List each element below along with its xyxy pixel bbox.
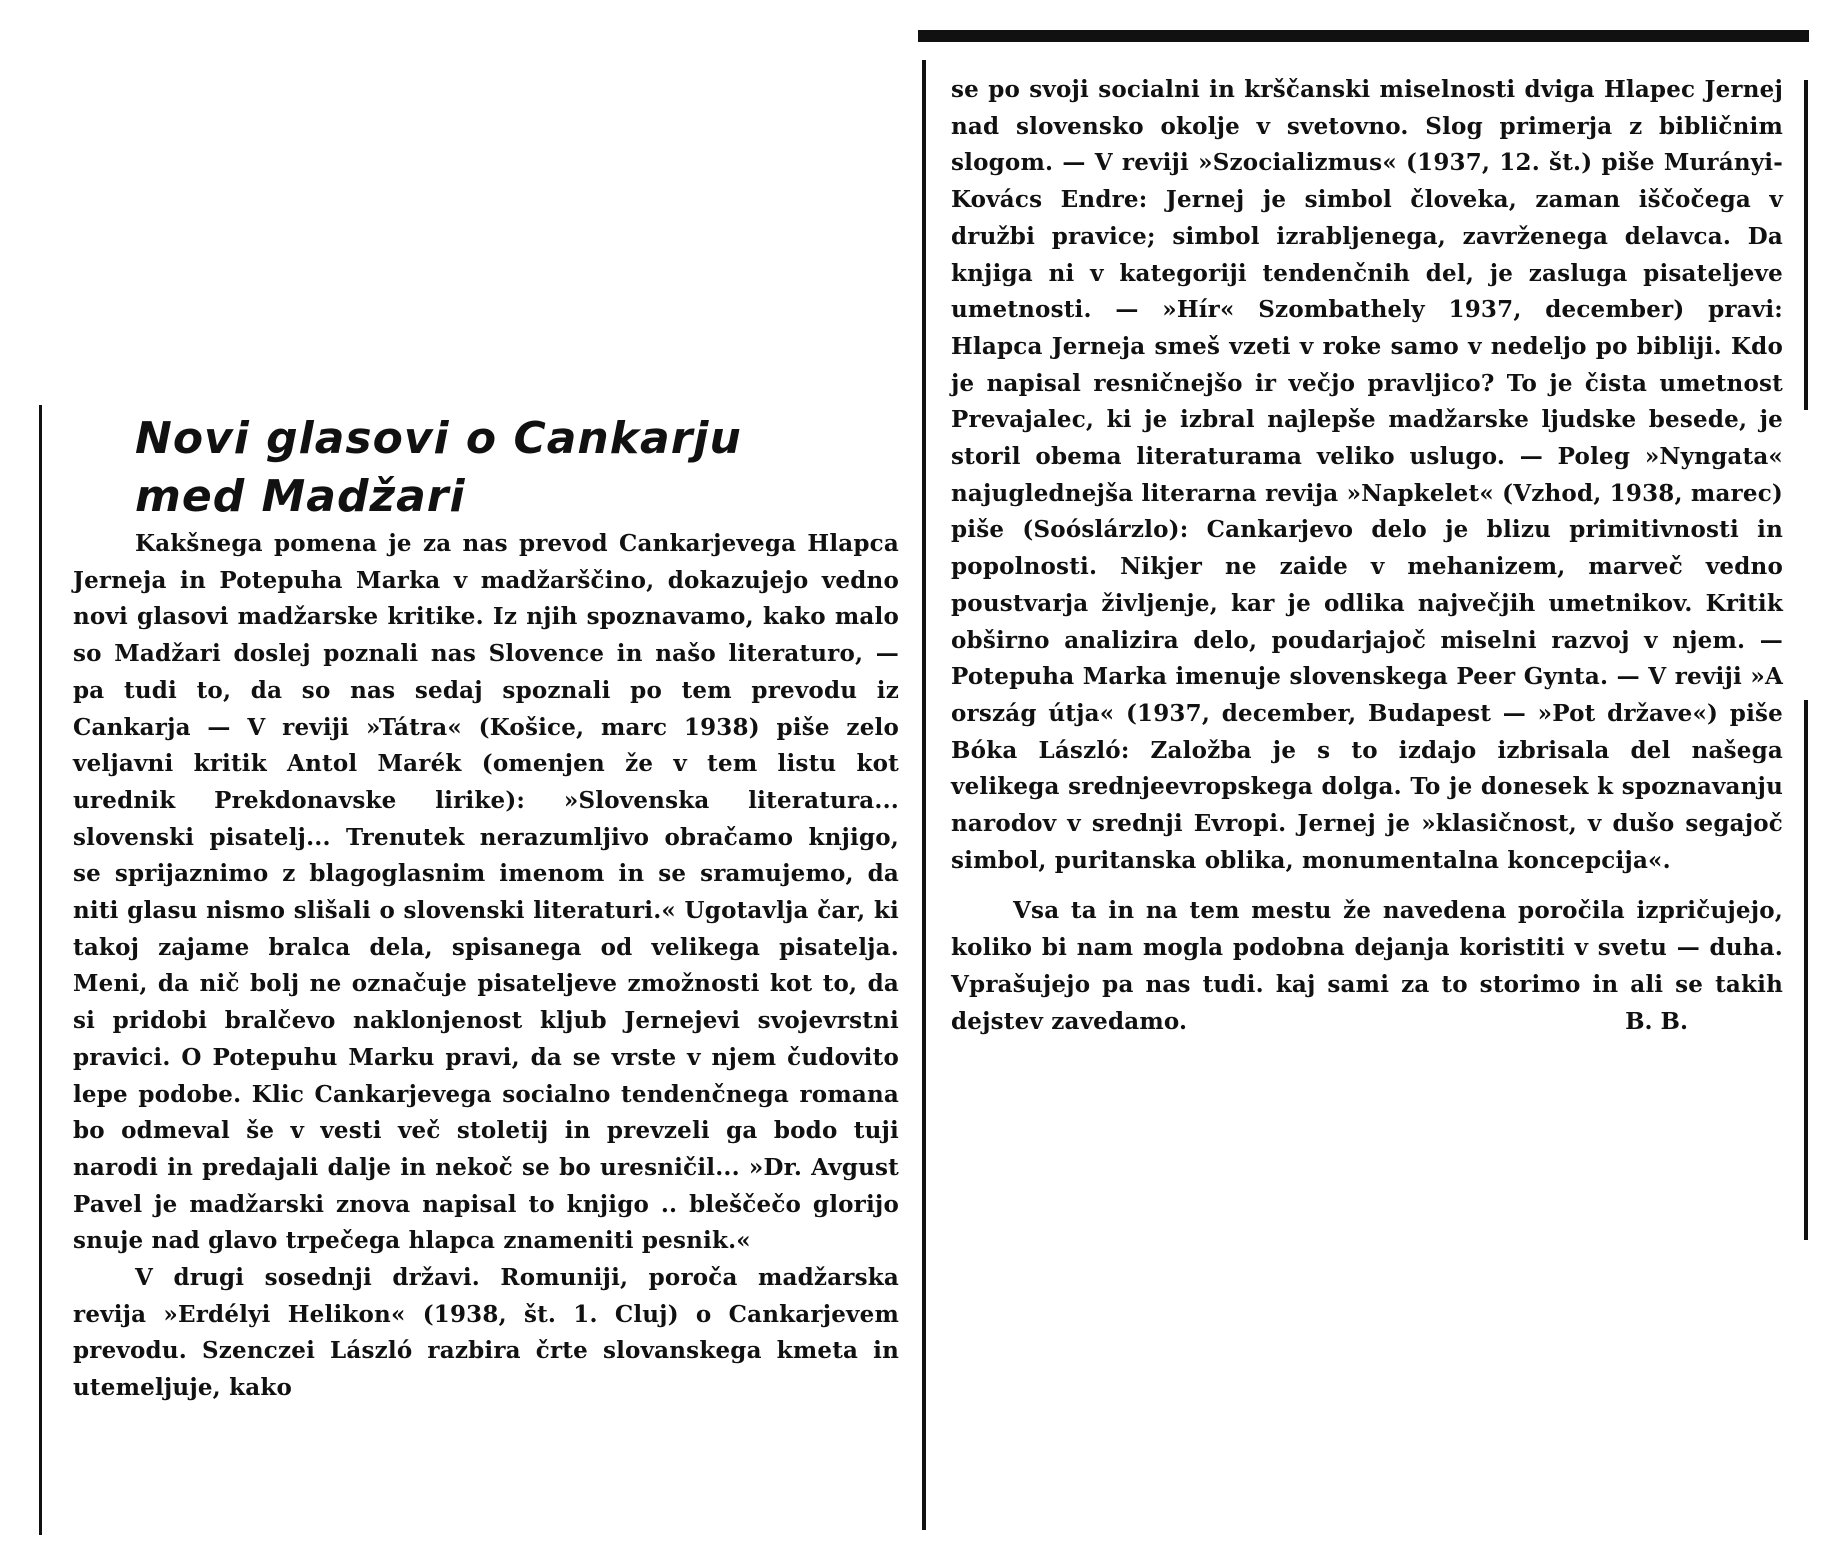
left-border-line <box>39 405 42 1535</box>
top-column-rule <box>918 30 1809 42</box>
right-column <box>951 72 1783 1040</box>
left-paragraph-1: Kakšnega pomena je za nas prevod Cankarjevega Hlapca Jerneja in Potepuha Marka v madžarščino, dokazujejo vedno novi glasovi madžarske kritike. Iz njih spoznavamo, kako malo so Madžari doslej poznali nas Slovence in našo literaturo, — pa tudi to, da so nas sedaj spoznali po tem prevodu iz Cankarja — V reviji »Tátra« (Košice, marc 1938) piše zelo veljavni kritik Antol Marék (omenjen že v tem listu kot urednik Prekdonavske lirike): »Slovenska literatura... slovenski pisatelj... Trenutek nerazumljivo obračamo knjigo, se sprijaznimo z blagoglasnim imenom in se sramujemo, da niti glasu nismo slišali o slovenski literaturi.« Ugotavlja čar, ki takoj zajame bralca dela, spisanega od velikega pisatelja. Meni, da nič bolj ne označuje pisateljeve zmožnosti kot to, da si pridobi bralčevo naklonjenost kljub Jernejevi svojevrstni pravici. O Potepuhu Marku pravi, da se vrste v njem čudovito lepe podobe. Klic Cankarjevega socialno tendenčnega romana bo odmeval še v vesti več stoletij in prevzeli ga bodo tuji narodi in predajali dalje in nekoč se bo uresničil... »Dr. Avgust Pavel je madžarski znova napisal to knjigo .. bleščečo glorijo snuje nad glavo trpečega hlapca znameniti pesnik.« <box>73 530 899 1255</box>
title-line-2: med Madžari <box>135 471 466 522</box>
right-paragraph-1: se po svoji socialni in krščanski miselnosti dviga Hlapec Jernej nad slovensko okolje v svetovno. Slog primerja z bibličnim slogom. — V reviji »Szocializmus« (1937, 12. št.) piše Murányi-Kovács Endre: Jernej je simbol človeka, zaman iščočega v družbi pravice; simbol izrabljenega, zavrženega delavca. Da knjiga ni v kategoriji tendenčnih del, je zasluga pisateljeve umetnosti. — »Hír« Szombathely 1937, december) pravi: Hlapca Jerneja smeš vzeti v roke samo v nedeljo po bibliji. Kdo je napisal resničnejšo ir večjo pravljico? To je čista umetnost Prevajalec, ki je izbral najlepše madžarske ljudske besede, je storil obema literaturama veliko uslugo. — Poleg »Nyngata« najuglednejša literarna revija »Napkelet« (Vzhod, 1938, marec) piše (Soóslárzlo): Cankarjevo delo je blizu primitivnosti in popolnosti. Nikjer ne zaide v mehanizem, marveč vedno poustvarja življenje, kar je odlika največjih umetnikov. Kritik obširno analizira delo, poudarjajoč miselni razvoj v njem. — Potepuha Marka imenuje slovenskega Peer Gynta. — V reviji »A ország útja« (1937, december, Budapest — »Pot države«) piše Bóka László: Založba je s to izdajo izbrisala del našega velikega srednjeevropskega dolga. To je donesek k spoznavanju narodov v srednji Evropi. Jernej je »klasičnost, v dušo segajoč simbol, puritanska oblika, monumentalna koncepcija«. <box>951 76 1783 874</box>
left-paragraph-2: V drugi sosednji državi. Romuniji, poroča madžarska revija »Erdélyi Helikon« (1938, št. 1. Cluj) o Cankarjevem prevodu. Szenczei László razbira črte slovanskega kmeta in utemeljuje, kako <box>73 1264 899 1402</box>
article-title <box>135 410 899 526</box>
right-border-line <box>1804 80 1808 410</box>
left-column <box>73 410 899 1407</box>
right-border-line-lower <box>1804 700 1808 1240</box>
author-signature: B. B. <box>1625 1008 1688 1036</box>
title-line-1: Novi glasovi o Cankarju <box>135 413 742 464</box>
column-divider <box>922 60 926 1530</box>
right-paragraph-2: Vsa ta in na tem mestu že navedena poročila izpričujejo, koliko bi nam mogla podobna dejanja koristiti v svetu — duha. Vprašujejo pa nas tudi. kaj sami za to storimo in ali se takih dejstev zavedamo. <box>951 897 1783 1035</box>
paragraph-gap <box>951 879 1783 893</box>
